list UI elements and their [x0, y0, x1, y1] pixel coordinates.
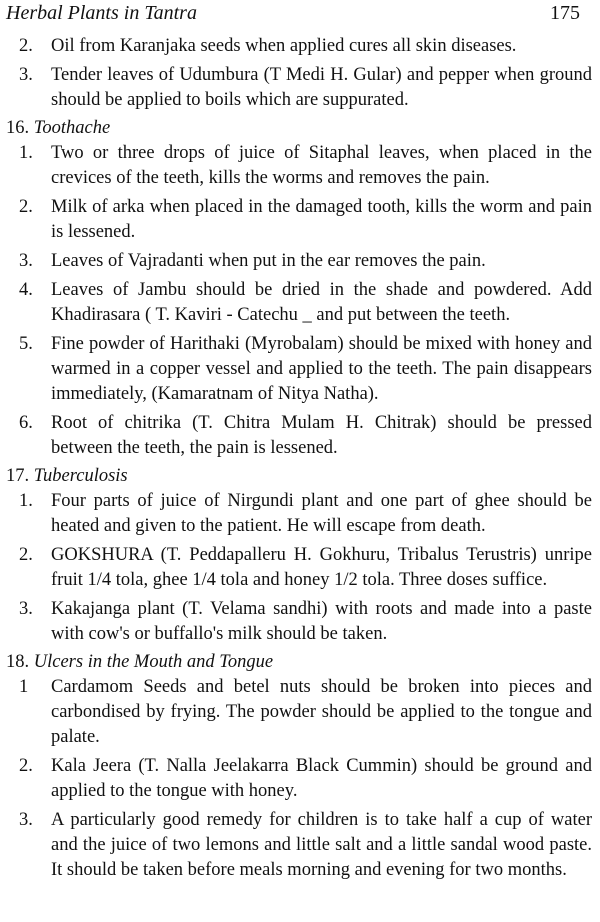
item-number: 2. — [19, 545, 33, 565]
item-number: 2. — [19, 36, 33, 56]
section-number: 16. — [6, 118, 30, 138]
page-content — [0, 34, 600, 883]
item-text: Root of chitrika (T. Chitra Mulam H. Chitrak) should be pressed between the teeth, the pain is lessened. — [51, 413, 592, 458]
item-text: Tender leaves of Udumbura (T Medi H. Gular) and pepper when ground should be applied to boils which are suppurated. — [51, 65, 592, 110]
list-item — [0, 249, 600, 274]
page-number: 175 — [550, 2, 580, 24]
item-text: GOKSHURA (T. Peddapalleru H. Gokhuru, Tribalus Terustris) unripe fruit 1/4 tola, ghee 1/4 tola and honey 1/2 tola. Three doses suffice. — [51, 545, 592, 590]
list-item — [0, 63, 600, 113]
item-text: Four parts of juice of Nirgundi plant and one part of ghee should be heated and given to the patient. He will escape from death. — [51, 491, 592, 536]
item-text: Leaves of Vajradanti when put in the ear removes the pain. — [51, 251, 486, 271]
section-title: Ulcers in the Mouth and Tongue — [33, 652, 274, 672]
running-header — [6, 0, 594, 28]
section-number: 17. — [6, 466, 30, 486]
section-heading — [0, 464, 600, 489]
item-text: Two or three drops of juice of Sitaphal leaves, when placed in the crevices of the teeth, kills the worms and removes the pain. — [51, 143, 592, 188]
list-item — [0, 543, 600, 593]
list-item — [0, 195, 600, 245]
list-item — [0, 808, 600, 883]
item-number: 3. — [19, 251, 33, 271]
item-number: 3. — [19, 599, 33, 619]
item-number: 1. — [19, 491, 33, 511]
section-heading — [0, 116, 600, 141]
list-item — [0, 141, 600, 191]
item-number: 1 — [19, 677, 29, 697]
list-item — [0, 597, 600, 647]
item-number: 5. — [19, 334, 33, 354]
item-text: Fine powder of Harithaki (Myrobalam) should be mixed with honey and warmed in a copper vessel and applied to the teeth. The pain disappears immediately, (Kamaratnam of Nitya Natha). — [51, 334, 592, 404]
item-text: Leaves of Jambu should be dried in the shade and powdered. Add Khadirasara ( T. Kaviri - Catechu _ and put between the teeth. — [51, 280, 592, 325]
section-number: 18. — [6, 652, 30, 672]
item-number: 1. — [19, 143, 33, 163]
list-item — [0, 34, 600, 59]
list-item — [0, 411, 600, 461]
list-item — [0, 489, 600, 539]
item-text: Cardamom Seeds and betel nuts should be broken into pieces and carbondised by frying. The powder should be applied to the tongue and palate. — [51, 677, 592, 747]
section-title: Toothache — [33, 118, 111, 138]
list-item — [0, 278, 600, 328]
list-item — [0, 754, 600, 804]
section-toothache — [0, 116, 600, 461]
section-heading — [0, 650, 600, 675]
list-item — [0, 332, 600, 407]
item-number: 2. — [19, 197, 33, 217]
running-title: Herbal Plants in Tantra — [6, 2, 197, 24]
item-text: Kala Jeera (T. Nalla Jeelakarra Black Cummin) should be ground and applied to the tongue with honey. — [51, 756, 592, 801]
item-number: 2. — [19, 756, 33, 776]
item-number: 6. — [19, 413, 33, 433]
section-tuberculosis — [0, 464, 600, 647]
item-text: A particularly good remedy for children is to take half a cup of water and the juice of two lemons and little salt and a little sandal wood paste. It should be taken before meals morning and evening for two months. — [51, 810, 592, 880]
item-text: Oil from Karanjaka seeds when applied cures all skin diseases. — [51, 36, 517, 56]
item-number: 3. — [19, 65, 33, 85]
item-number: 3. — [19, 810, 33, 830]
item-number: 4. — [19, 280, 33, 300]
item-text: Milk of arka when placed in the damaged tooth, kills the worm and pain is lessened. — [51, 197, 592, 242]
item-text: Kakajanga plant (T. Velama sandhi) with roots and made into a paste with cow's or buffallo's milk should be taken. — [51, 599, 592, 644]
section-title: Tuberculosis — [33, 466, 128, 486]
list-item — [0, 675, 600, 750]
section-ulcers — [0, 650, 600, 883]
